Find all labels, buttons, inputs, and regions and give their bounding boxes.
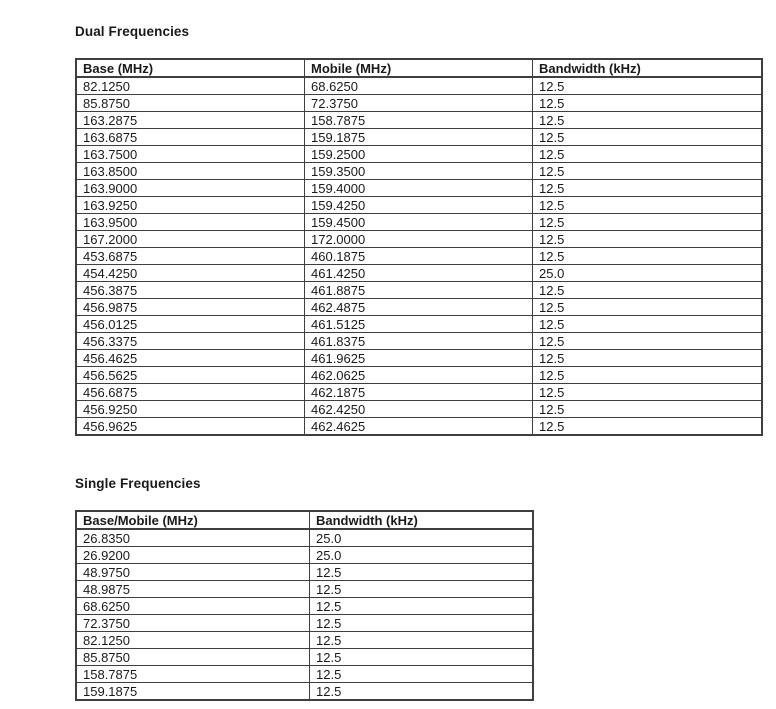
table-cell: 163.8500 [76,163,305,180]
table-row [76,598,533,615]
table-cell: 461.9625 [305,350,533,367]
table-cell: 163.7500 [76,146,305,163]
table-cell: 12.5 [533,163,763,180]
table-row [76,77,762,95]
header-row [76,59,762,77]
table-cell: 456.0125 [76,316,305,333]
table-row [76,95,762,112]
table-row [76,367,762,384]
table-cell: 26.9200 [76,547,310,564]
table-cell: 462.1875 [305,384,533,401]
table-cell: 456.9875 [76,299,305,316]
table-cell: 12.5 [533,401,763,418]
table-cell: 82.1250 [76,77,305,95]
column-header: Bandwidth (kHz) [310,511,534,529]
table-cell: 461.8875 [305,282,533,299]
table-cell: 12.5 [533,316,763,333]
table-row [76,401,762,418]
table-cell: 158.7875 [76,666,310,683]
table-cell: 163.9000 [76,180,305,197]
column-header: Bandwidth (kHz) [533,59,763,77]
column-header: Mobile (MHz) [305,59,533,77]
table-row [76,384,762,401]
table-cell: 12.5 [310,581,534,598]
table-row [76,214,762,231]
table-cell: 12.5 [533,197,763,214]
table-cell: 12.5 [310,683,534,701]
table-cell: 163.9500 [76,214,305,231]
table-cell: 12.5 [533,282,763,299]
table-cell: 461.4250 [305,265,533,282]
column-header: Base/Mobile (MHz) [76,511,310,529]
table-row [76,282,762,299]
table-row [76,231,762,248]
dual-frequencies-table [75,58,763,436]
table-cell: 48.9875 [76,581,310,598]
table-cell: 159.3500 [305,163,533,180]
table-row [76,112,762,129]
table-cell: 159.4000 [305,180,533,197]
table-cell: 12.5 [533,214,763,231]
dual-frequencies-title: Dual Frequencies [75,24,190,39]
table-cell: 12.5 [533,180,763,197]
table-cell: 12.5 [533,384,763,401]
table-cell: 25.0 [310,547,534,564]
table-cell: 25.0 [310,529,534,547]
table-cell: 12.5 [533,231,763,248]
table-row [76,299,762,316]
table-cell: 167.2000 [76,231,305,248]
table-cell: 26.8350 [76,529,310,547]
table-cell: 453.6875 [76,248,305,265]
table-cell: 12.5 [533,77,763,95]
table-cell: 454.4250 [76,265,305,282]
table-row [76,581,533,598]
table-cell: 456.9250 [76,401,305,418]
table-cell: 163.2875 [76,112,305,129]
table-row [76,265,762,282]
table-cell: 82.1250 [76,632,310,649]
table-row [76,197,762,214]
table-cell: 12.5 [533,350,763,367]
table-cell: 12.5 [533,112,763,129]
table-cell: 12.5 [310,632,534,649]
table-cell: 68.6250 [305,77,533,95]
table-row [76,248,762,265]
table-cell: 462.0625 [305,367,533,384]
table-cell: 12.5 [533,95,763,112]
dual-frequencies-section [75,24,776,436]
table-cell: 462.4875 [305,299,533,316]
table-cell: 12.5 [310,564,534,581]
table-cell: 68.6250 [76,598,310,615]
table-row [76,547,533,564]
table-cell: 72.3750 [305,95,533,112]
table-cell: 12.5 [310,649,534,666]
table-row [76,564,533,581]
table-cell: 456.3875 [76,282,305,299]
table-row [76,649,533,666]
table-cell: 12.5 [533,418,763,436]
table-cell: 456.9625 [76,418,305,436]
table-cell: 12.5 [533,333,763,350]
header-row [76,511,533,529]
table-cell: 12.5 [533,248,763,265]
table-cell: 12.5 [533,367,763,384]
table-cell: 85.8750 [76,649,310,666]
table-row [76,129,762,146]
table-cell: 12.5 [310,615,534,632]
table-row [76,615,533,632]
table-cell: 158.7875 [305,112,533,129]
table-cell: 456.3375 [76,333,305,350]
table-cell: 159.4500 [305,214,533,231]
table-cell: 163.6875 [76,129,305,146]
table-cell: 12.5 [310,598,534,615]
table-cell: 85.8750 [76,95,305,112]
table-row [76,316,762,333]
table-row [76,350,762,367]
table-cell: 48.9750 [76,564,310,581]
table-cell: 25.0 [533,265,763,282]
table-row [76,632,533,649]
column-header: Base (MHz) [76,59,305,77]
table-row [76,418,762,436]
table-cell: 72.3750 [76,615,310,632]
table-cell: 159.1875 [305,129,533,146]
table-cell: 172.0000 [305,231,533,248]
table-row [76,529,533,547]
table-cell: 12.5 [533,299,763,316]
table-cell: 462.4625 [305,418,533,436]
table-cell: 159.4250 [305,197,533,214]
table-row [76,666,533,683]
single-frequencies-section [75,476,776,701]
single-frequencies-title: Single Frequencies [75,476,201,491]
table-row [76,146,762,163]
table-cell: 461.8375 [305,333,533,350]
table-cell: 460.1875 [305,248,533,265]
table-cell: 12.5 [533,146,763,163]
table-cell: 163.9250 [76,197,305,214]
table-cell: 456.4625 [76,350,305,367]
table-row [76,180,762,197]
table-cell: 159.1875 [76,683,310,701]
table-cell: 456.5625 [76,367,305,384]
table-cell: 12.5 [310,666,534,683]
table-cell: 461.5125 [305,316,533,333]
table-cell: 12.5 [533,129,763,146]
table-cell: 456.6875 [76,384,305,401]
table-cell: 462.4250 [305,401,533,418]
table-row [76,333,762,350]
single-frequencies-table [75,510,534,701]
table-row [76,683,533,701]
table-cell: 159.2500 [305,146,533,163]
table-row [76,163,762,180]
